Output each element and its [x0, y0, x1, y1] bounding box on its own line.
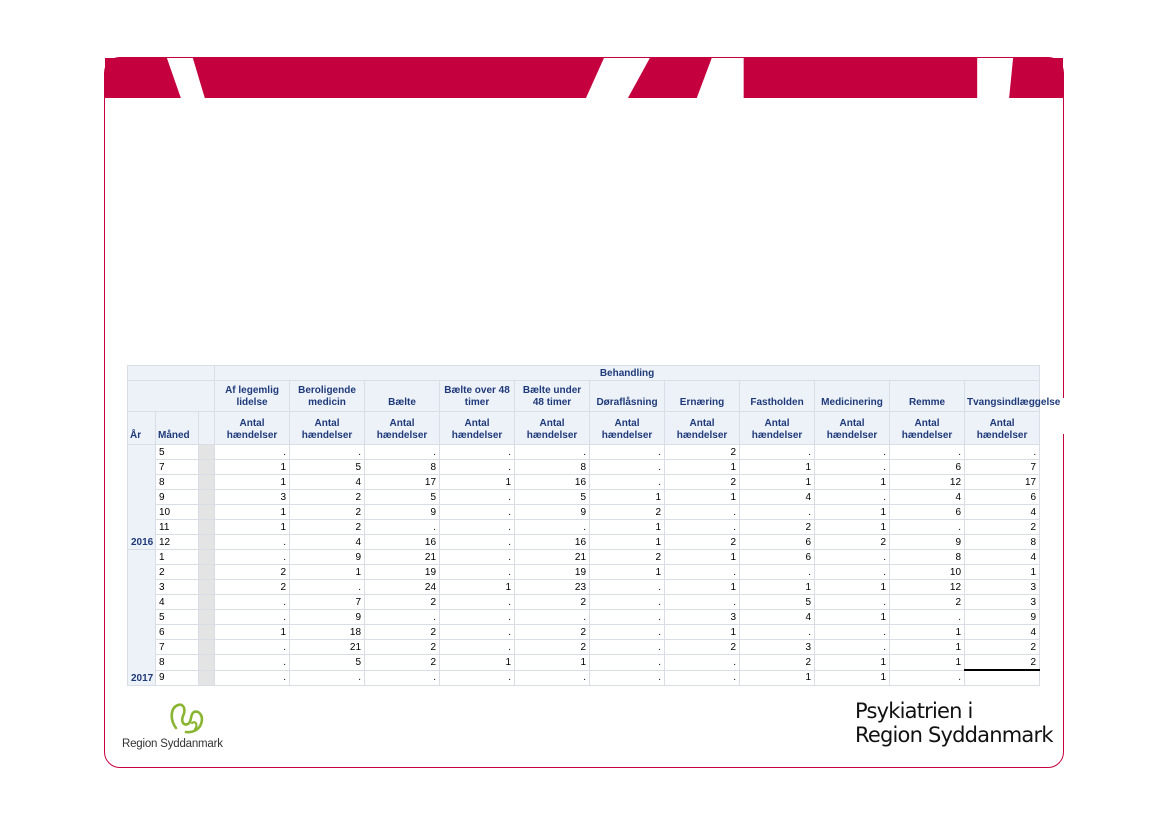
region-logo-text: Region Syddanmark — [122, 738, 223, 750]
value-cell: 12 — [890, 475, 965, 490]
value-cell: 16 — [365, 535, 440, 550]
value-cell: 2 — [665, 640, 740, 655]
value-cell: . — [890, 520, 965, 535]
value-cell: 2 — [515, 640, 590, 655]
value-cell: . — [815, 550, 890, 565]
measure-header: Antal hændelser — [215, 412, 290, 445]
value-cell: . — [815, 445, 890, 460]
value-cell: 2 — [665, 445, 740, 460]
value-cell: 1 — [665, 490, 740, 505]
value-cell: 16 — [515, 535, 590, 550]
column-header[interactable]: Remme — [890, 381, 965, 412]
value-cell: . — [215, 655, 290, 671]
value-cell: . — [815, 595, 890, 610]
value-cell: 1 — [215, 520, 290, 535]
value-cell: . — [740, 625, 815, 640]
value-cell: . — [290, 670, 365, 686]
value-cell: . — [440, 565, 515, 580]
measure-header: Antal hændelser — [665, 412, 740, 445]
value-cell: 5 — [290, 460, 365, 475]
value-cell: 7 — [965, 460, 1040, 475]
month-cell: 9 — [156, 670, 199, 686]
month-cell: 5 — [156, 610, 199, 625]
value-cell: . — [440, 520, 515, 535]
column-header[interactable]: Bælte under 48 timer — [515, 381, 590, 412]
value-cell: 2 — [365, 640, 440, 655]
value-cell: . — [440, 610, 515, 625]
year-cell: 2017 — [128, 550, 156, 686]
month-cell: 11 — [156, 520, 199, 535]
value-cell: 21 — [290, 640, 365, 655]
value-cell: 1 — [890, 625, 965, 640]
value-cell: . — [365, 520, 440, 535]
value-cell: . — [815, 565, 890, 580]
value-cell: 1 — [965, 565, 1040, 580]
table-row — [128, 490, 1040, 505]
value-cell: 1 — [665, 550, 740, 565]
gap-cell — [199, 535, 215, 550]
value-cell: 2 — [890, 595, 965, 610]
value-cell: . — [215, 595, 290, 610]
table-row — [128, 625, 1040, 640]
corner-cell — [128, 366, 215, 381]
value-cell: 2 — [365, 625, 440, 640]
value-cell: 12 — [890, 580, 965, 595]
value-cell: 2 — [965, 640, 1040, 655]
value-cell: . — [665, 595, 740, 610]
value-cell: . — [665, 655, 740, 671]
value-cell: 2 — [515, 595, 590, 610]
value-cell: 2 — [365, 655, 440, 671]
gap-header — [199, 412, 215, 445]
month-cell: 5 — [156, 445, 199, 460]
value-cell: 8 — [965, 535, 1040, 550]
value-cell: 1 — [215, 505, 290, 520]
month-cell: 8 — [156, 475, 199, 490]
table-row — [128, 505, 1040, 520]
month-cell: 3 — [156, 580, 199, 595]
value-cell: 9 — [515, 505, 590, 520]
value-cell: . — [215, 610, 290, 625]
value-cell: . — [515, 520, 590, 535]
value-cell: 1 — [215, 460, 290, 475]
value-cell: 4 — [290, 475, 365, 490]
value-cell: 2 — [965, 655, 1040, 671]
table-row — [128, 655, 1040, 671]
value-cell: 2 — [365, 595, 440, 610]
column-header[interactable]: Døraflåsning — [590, 381, 665, 412]
value-cell: . — [365, 670, 440, 686]
value-cell: 21 — [365, 550, 440, 565]
value-cell: 3 — [965, 580, 1040, 595]
value-cell — [965, 670, 1040, 686]
top-banner — [105, 58, 1063, 98]
table-row — [128, 595, 1040, 610]
value-cell: . — [590, 475, 665, 490]
value-cell: 1 — [665, 625, 740, 640]
month-cell: 12 — [156, 535, 199, 550]
value-cell: 4 — [965, 550, 1040, 565]
value-cell: . — [290, 445, 365, 460]
value-cell: . — [590, 445, 665, 460]
value-cell: . — [665, 565, 740, 580]
month-cell: 4 — [156, 595, 199, 610]
report-table-viewport[interactable] — [127, 365, 1061, 684]
value-cell: 2 — [290, 490, 365, 505]
value-cell: 6 — [740, 535, 815, 550]
value-cell: . — [740, 505, 815, 520]
value-cell: 4 — [740, 610, 815, 625]
column-header[interactable]: Beroligende medicin — [290, 381, 365, 412]
value-cell: . — [215, 550, 290, 565]
value-cell: 3 — [740, 640, 815, 655]
value-cell: 2 — [740, 655, 815, 671]
value-cell: 1 — [815, 475, 890, 490]
value-cell: 4 — [965, 505, 1040, 520]
value-cell: 1 — [740, 670, 815, 686]
value-cell: 2 — [815, 535, 890, 550]
value-cell: 4 — [740, 490, 815, 505]
value-cell: 9 — [890, 535, 965, 550]
value-cell: 5 — [290, 655, 365, 671]
value-cell: 1 — [740, 460, 815, 475]
month-cell: 6 — [156, 625, 199, 640]
value-cell: 1 — [590, 565, 665, 580]
measure-header: Antal hændelser — [890, 412, 965, 445]
measure-header: Antal hændelser — [815, 412, 890, 445]
value-cell: 2 — [290, 520, 365, 535]
measure-header: Antal hændelser — [440, 412, 515, 445]
column-header[interactable]: Bælte — [365, 381, 440, 412]
gap-cell — [199, 520, 215, 535]
month-cell: 2 — [156, 565, 199, 580]
value-cell: . — [590, 625, 665, 640]
gap-cell — [199, 640, 215, 655]
value-cell: 2 — [965, 520, 1040, 535]
region-logo-icon — [166, 702, 210, 736]
gap-cell — [199, 595, 215, 610]
value-cell: . — [440, 460, 515, 475]
value-cell: 2 — [215, 580, 290, 595]
value-cell: . — [665, 670, 740, 686]
value-cell: 1 — [590, 490, 665, 505]
value-cell: . — [590, 640, 665, 655]
value-cell: 1 — [815, 610, 890, 625]
value-cell: . — [440, 595, 515, 610]
gap-cell — [199, 475, 215, 490]
value-cell: 2 — [665, 535, 740, 550]
value-cell: 2 — [590, 505, 665, 520]
value-cell: . — [590, 655, 665, 671]
value-cell: 3 — [965, 595, 1040, 610]
region-syddanmark-logo — [122, 700, 222, 760]
table-row — [128, 445, 1040, 460]
value-cell: 19 — [515, 565, 590, 580]
measure-header: Antal hændelser — [740, 412, 815, 445]
value-cell: . — [215, 640, 290, 655]
value-cell: . — [515, 670, 590, 686]
value-cell: 1 — [740, 580, 815, 595]
value-cell: 7 — [290, 595, 365, 610]
value-cell: 1 — [515, 655, 590, 671]
value-cell: 6 — [740, 550, 815, 565]
value-cell: . — [215, 445, 290, 460]
value-cell: . — [665, 520, 740, 535]
gap-cell — [199, 490, 215, 505]
table-row — [128, 565, 1040, 580]
value-cell: 16 — [515, 475, 590, 490]
value-cell: . — [815, 460, 890, 475]
value-cell: 17 — [365, 475, 440, 490]
side-notch — [1062, 398, 1074, 434]
value-cell: 1 — [815, 580, 890, 595]
table-row — [128, 550, 1040, 565]
measure-header: Antal hændelser — [365, 412, 440, 445]
month-header[interactable]: Måned — [156, 412, 199, 445]
value-cell: . — [440, 490, 515, 505]
value-cell: . — [590, 670, 665, 686]
value-cell: . — [590, 610, 665, 625]
value-cell: . — [890, 670, 965, 686]
value-cell: 9 — [965, 610, 1040, 625]
value-cell: . — [590, 580, 665, 595]
value-cell: 3 — [665, 610, 740, 625]
gap-cell — [199, 625, 215, 640]
value-cell: . — [815, 625, 890, 640]
value-cell: 3 — [215, 490, 290, 505]
value-cell: 1 — [815, 505, 890, 520]
gap-cell — [199, 550, 215, 565]
corner-cell-2 — [128, 381, 215, 412]
value-cell: . — [515, 610, 590, 625]
gap-cell — [199, 610, 215, 625]
value-cell: . — [365, 610, 440, 625]
value-cell: 21 — [515, 550, 590, 565]
measure-header: Antal hændelser — [590, 412, 665, 445]
gap-cell — [199, 445, 215, 460]
value-cell: . — [215, 535, 290, 550]
value-cell: 2 — [215, 565, 290, 580]
value-cell: . — [740, 565, 815, 580]
value-cell: 1 — [440, 655, 515, 671]
table-row — [128, 670, 1040, 686]
gap-cell — [199, 655, 215, 671]
year-header[interactable]: År — [128, 412, 156, 445]
value-cell: 8 — [890, 550, 965, 565]
value-cell: 6 — [965, 490, 1040, 505]
value-cell: 2 — [590, 550, 665, 565]
value-cell: 1 — [815, 520, 890, 535]
month-cell: 10 — [156, 505, 199, 520]
group-header-behandling: Behandling — [215, 366, 1040, 381]
value-cell: . — [440, 550, 515, 565]
value-cell: 1 — [290, 565, 365, 580]
value-cell: . — [440, 535, 515, 550]
value-cell: . — [515, 445, 590, 460]
measure-header: Antal hændelser — [515, 412, 590, 445]
value-cell: 1 — [815, 670, 890, 686]
column-header[interactable]: Af legemlig lidelse — [215, 381, 290, 412]
value-cell: 1 — [890, 640, 965, 655]
measure-header: Antal hændelser — [290, 412, 365, 445]
value-cell: 1 — [890, 655, 965, 671]
column-header[interactable]: Bælte over 48 timer — [440, 381, 515, 412]
value-cell: . — [440, 640, 515, 655]
value-cell: . — [365, 445, 440, 460]
value-cell: 5 — [365, 490, 440, 505]
value-cell: 10 — [890, 565, 965, 580]
value-cell: 4 — [290, 535, 365, 550]
value-cell: 23 — [515, 580, 590, 595]
table-row — [128, 610, 1040, 625]
value-cell: 2 — [515, 625, 590, 640]
value-cell: 4 — [965, 625, 1040, 640]
value-cell: 2 — [740, 520, 815, 535]
value-cell: . — [740, 445, 815, 460]
value-cell: 5 — [515, 490, 590, 505]
year-cell: 2016 — [128, 445, 156, 550]
value-cell: 18 — [290, 625, 365, 640]
value-cell: 8 — [365, 460, 440, 475]
value-cell: 9 — [365, 505, 440, 520]
value-cell: . — [440, 445, 515, 460]
measure-header: Antal hændelser — [965, 412, 1040, 445]
report-table — [127, 365, 1061, 686]
value-cell: 1 — [815, 655, 890, 671]
value-cell: 19 — [365, 565, 440, 580]
table-row — [128, 475, 1040, 490]
column-header[interactable]: Ernæring — [665, 381, 740, 412]
table-row — [128, 640, 1040, 655]
value-cell: 1 — [665, 460, 740, 475]
value-cell: 17 — [965, 475, 1040, 490]
table-row — [128, 535, 1040, 550]
value-cell: . — [890, 610, 965, 625]
value-cell: . — [440, 505, 515, 520]
value-cell: 1 — [740, 475, 815, 490]
value-cell: 5 — [740, 595, 815, 610]
month-cell: 9 — [156, 490, 199, 505]
value-cell: 9 — [290, 610, 365, 625]
gap-cell — [199, 505, 215, 520]
value-cell: 1 — [215, 475, 290, 490]
value-cell: 1 — [440, 475, 515, 490]
value-cell: . — [290, 580, 365, 595]
value-cell: . — [815, 490, 890, 505]
gap-cell — [199, 670, 215, 686]
gap-cell — [199, 565, 215, 580]
value-cell: . — [590, 595, 665, 610]
column-header[interactable]: Medicinering — [815, 381, 890, 412]
psykiatrien-logo-line2: Region Syddanmark — [855, 723, 1053, 747]
table-row — [128, 520, 1040, 535]
value-cell: . — [890, 445, 965, 460]
value-cell: . — [590, 460, 665, 475]
value-cell: 1 — [590, 520, 665, 535]
value-cell: 1 — [215, 625, 290, 640]
value-cell: . — [440, 625, 515, 640]
value-cell: 4 — [890, 490, 965, 505]
column-header[interactable]: Tvangsindlæggelse — [965, 381, 1040, 412]
value-cell: . — [965, 445, 1040, 460]
value-cell: 8 — [515, 460, 590, 475]
month-cell: 7 — [156, 640, 199, 655]
column-header[interactable]: Fastholden — [740, 381, 815, 412]
month-cell: 8 — [156, 655, 199, 671]
value-cell: . — [665, 505, 740, 520]
value-cell: 2 — [665, 475, 740, 490]
value-cell: 1 — [665, 580, 740, 595]
psykiatrien-logo-line1: Psykiatrien i — [855, 699, 973, 723]
table-row — [128, 580, 1040, 595]
month-cell: 7 — [156, 460, 199, 475]
value-cell: . — [215, 670, 290, 686]
value-cell: . — [815, 640, 890, 655]
month-cell: 1 — [156, 550, 199, 565]
value-cell: 24 — [365, 580, 440, 595]
value-cell: 2 — [290, 505, 365, 520]
value-cell: . — [440, 670, 515, 686]
gap-cell — [199, 580, 215, 595]
value-cell: 6 — [890, 460, 965, 475]
value-cell: 6 — [890, 505, 965, 520]
psykiatrien-logo-text — [855, 699, 1053, 747]
value-cell: 9 — [290, 550, 365, 565]
value-cell: 1 — [590, 535, 665, 550]
gap-cell — [199, 460, 215, 475]
value-cell: 1 — [440, 580, 515, 595]
table-row — [128, 460, 1040, 475]
